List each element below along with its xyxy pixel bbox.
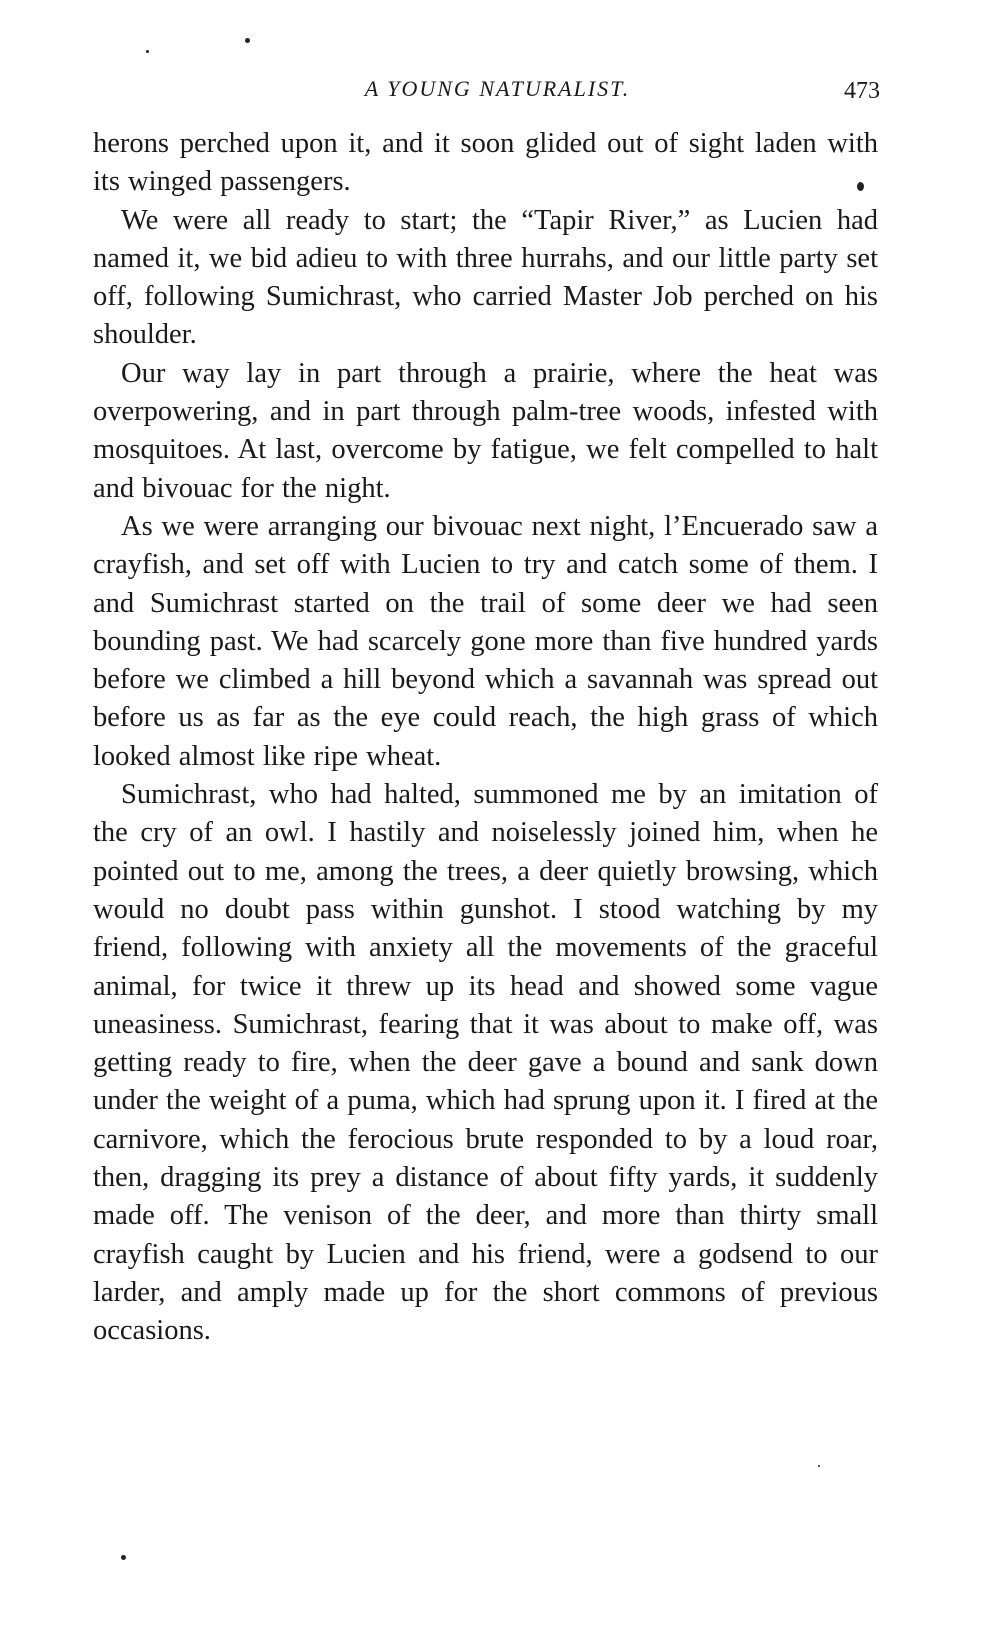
paragraph: Our way lay in part through a prairie, where the heat was overpowering, and in part through palm-tree woods, infested with mosquitoes. At last, overcome by fatigue, we felt compelled to halt and bivouac for the night.	[93, 357, 878, 504]
running-head	[95, 76, 880, 112]
paragraph: As we were arranging our bivouac next night, l’Encuerado saw a crayfish, and set off with Lucien to try and catch some of them. I and Sumichrast started on the trail of some deer we had seen bounding past. We had scarcely gone more than five hundred yards before we climbed a hill beyond which a savannah was spread out before us as far as the eye could reach, the high grass of which looked almost like ripe wheat.	[93, 510, 878, 772]
ink-speck	[121, 1555, 126, 1560]
paragraph: We were all ready to start; the “Tapir River,” as Lucien had named it, we bid adieu to with three hurrahs, and our little party set off, following Sumichrast, who carried Master Job perched on his shoulder.	[93, 204, 878, 351]
paragraph: Sumichrast, who had halted, summoned me by an imitation of the cry of an owl. I hastily and noiselessly joined him, when he pointed out to me, among the trees, a deer quietly browsing, which would no doubt pass within gunshot. I stood watching by my friend, following with anxiety all the movements of the graceful animal, for twice it threw up its head and showed some vague uneasiness. Sumichrast, fearing that it was about to make off, was getting ready to fire, when the deer gave a bound and sank down under the weight of a puma, which had sprung upon it. I fired at the carnivore, which the ferocious brute responded to by a loud roar, then, dragging its prey a distance of about fifty yards, it suddenly made off. The venison of the deer, and more than thirty small crayfish caught by Lucien and his friend, were a godsend to our larder, and amply made up for the short commons of previous occasions.	[93, 779, 878, 1347]
running-title: A YOUNG NATURALIST.	[364, 76, 631, 101]
ink-speck	[245, 38, 250, 43]
ink-speck	[818, 1465, 820, 1467]
body-text	[93, 125, 878, 1351]
page-number: 473	[844, 78, 880, 104]
paragraph: herons perched upon it, and it soon glided out of sight laden with its winged passengers.	[93, 128, 878, 198]
ink-speck	[146, 50, 149, 53]
